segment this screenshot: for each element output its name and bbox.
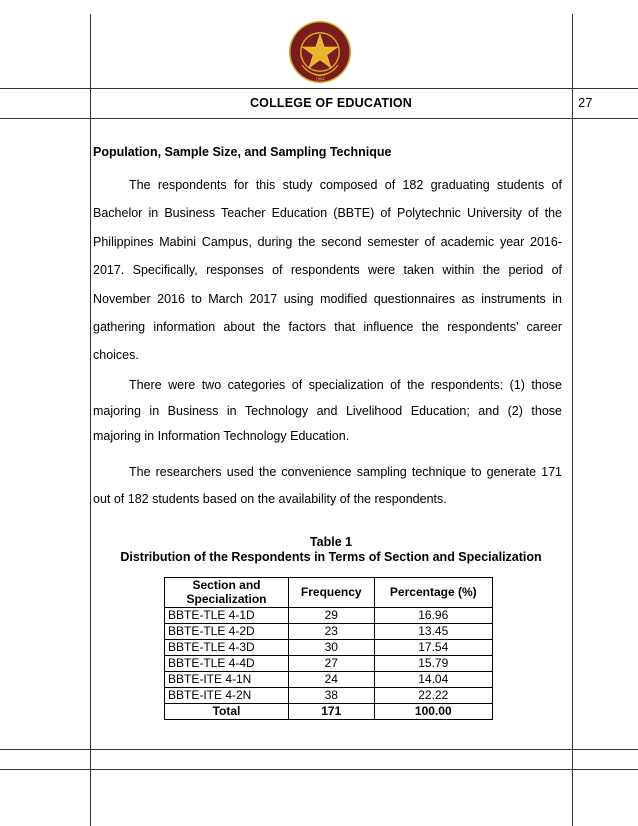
cell-total-frequency: 171 (289, 704, 375, 720)
cell-total-percentage: 100.00 (374, 704, 492, 720)
cell-frequency: 23 (289, 624, 375, 640)
table-total-row (165, 704, 493, 720)
table-row (165, 640, 493, 656)
paragraph-text: The respondents for this study composed of 182 graduating students of Bachelor in Business Teacher Education (BBTE) of Polytechnic University of the Philippines Mabini Campus, during the second semester of academic year 2016-2017. Specifically, responses of respondents were taken within the period of November 2016 to March 2017 using modified questionnaires as instruments in gathering information about the factors that influence the respondents’ career choices. (93, 178, 562, 363)
table-row (165, 672, 493, 688)
cell-percentage: 13.45 (374, 624, 492, 640)
table-label: Table 1 (309, 535, 353, 549)
column-header-section: Section and Specialization (165, 578, 289, 608)
paragraph-respondents (93, 171, 562, 370)
column-header-frequency: Frequency (289, 578, 375, 608)
table-title: Distribution of the Respondents in Terms of Section and Specialization (120, 550, 542, 564)
cell-frequency: 27 (289, 656, 375, 672)
table-row (165, 656, 493, 672)
cell-section: BBTE-TLE 4-2D (165, 624, 289, 640)
cell-section: BBTE-TLE 4-3D (165, 640, 289, 656)
footer-top-rule (0, 749, 638, 750)
distribution-table (164, 577, 493, 720)
paragraph-specialization (93, 373, 562, 450)
cell-frequency: 29 (289, 608, 375, 624)
right-margin-rule (572, 14, 573, 826)
page-number: 27 (578, 95, 593, 110)
table-row (165, 624, 493, 640)
cell-frequency: 38 (289, 688, 375, 704)
cell-section: BBTE-ITE 4-1N (165, 672, 289, 688)
table-caption (90, 535, 572, 565)
table-row (165, 608, 493, 624)
column-header-percentage: Percentage (%) (374, 578, 492, 608)
paragraph-sampling (93, 459, 562, 512)
header-bottom-rule (0, 118, 638, 119)
cell-section: BBTE-TLE 4-1D (165, 608, 289, 624)
cell-total-label: Total (165, 704, 289, 720)
footer-bottom-rule (0, 769, 638, 770)
cell-frequency: 24 (289, 672, 375, 688)
paragraph-text: There were two categories of specialization of the respondents: (1) those majoring in Business in Technology and Livelihood Education; and (2) those majoring in Information Technology Education. (93, 378, 562, 443)
header-top-rule (0, 88, 638, 89)
page-header-title: COLLEGE OF EDUCATION (249, 96, 413, 110)
cell-percentage: 14.04 (374, 672, 492, 688)
paragraph-text: The researchers used the convenience sampling technique to generate 171 out of 182 students based on the availability of the respondents. (93, 465, 562, 506)
cell-percentage: 16.96 (374, 608, 492, 624)
section-heading: Population, Sample Size, and Sampling Technique (93, 145, 392, 159)
cell-percentage: 17.54 (374, 640, 492, 656)
cell-frequency: 30 (289, 640, 375, 656)
university-seal-logo (288, 20, 352, 84)
cell-section: BBTE-TLE 4-4D (165, 656, 289, 672)
seal-year: 1904 (315, 76, 325, 82)
table-row (165, 688, 493, 704)
table-header-row (165, 578, 493, 608)
cell-section: BBTE-ITE 4-2N (165, 688, 289, 704)
left-margin-rule (90, 14, 91, 826)
cell-percentage: 22.22 (374, 688, 492, 704)
cell-percentage: 15.79 (374, 656, 492, 672)
